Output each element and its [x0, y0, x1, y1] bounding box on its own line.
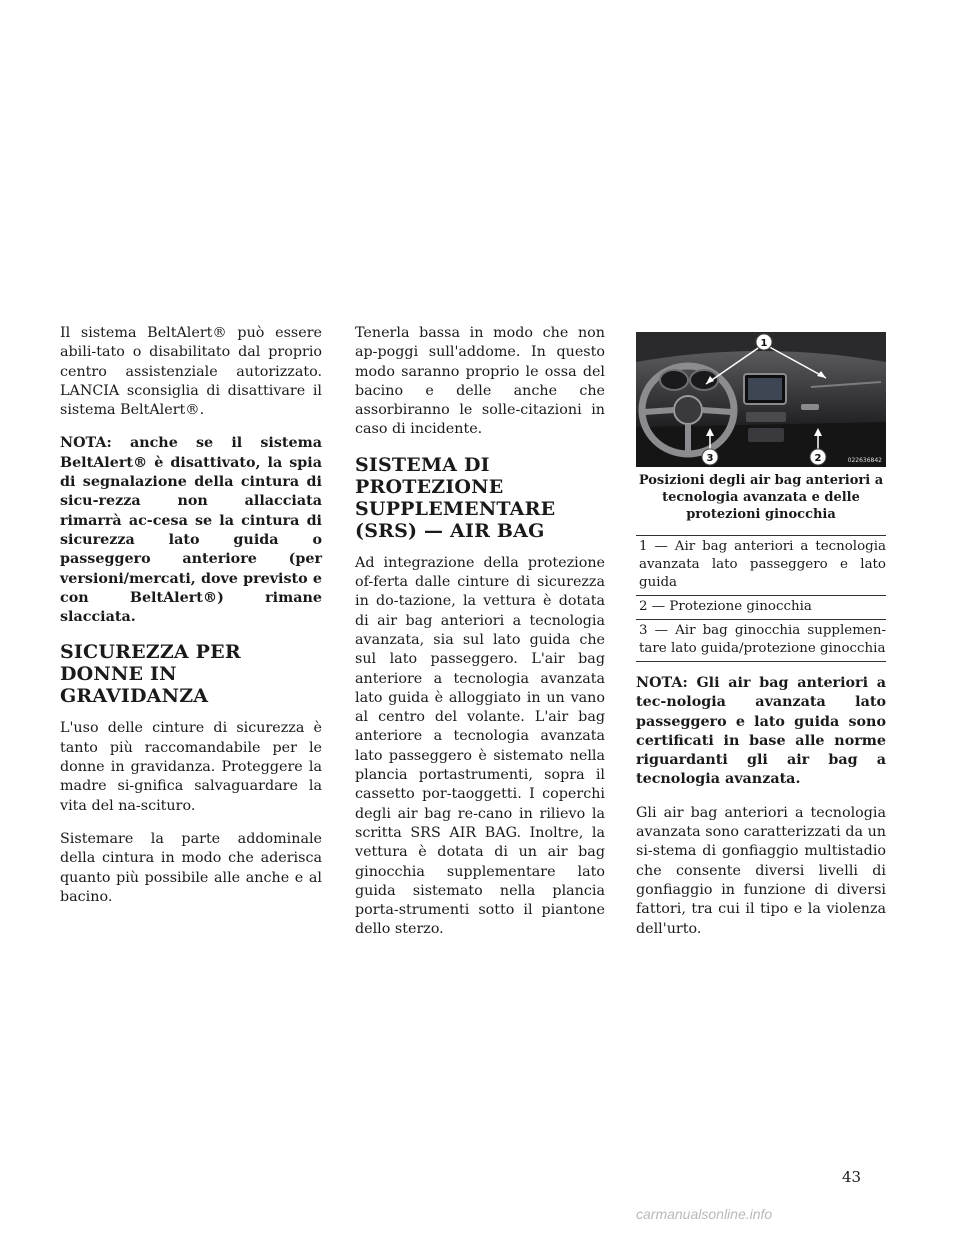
column-right: [636, 332, 886, 953]
legend-row: [636, 620, 886, 662]
legend-item-3: 3 — Air bag ginocchia supplemen-tare lato guida/protezione ginocchia: [636, 620, 886, 662]
paragraph-pregnancy-1: L'uso delle cinture di sicurezza è tanto più raccomandabile per le donne in gravidanza. Proteggere la madre si-gnifica salvaguardare la vita del na-scituro.: [60, 720, 322, 814]
dashboard-airbag-figure: [636, 332, 886, 467]
dashboard-illustration: [636, 332, 886, 467]
column-middle: [355, 324, 605, 954]
page-number: 43: [842, 1168, 862, 1186]
paragraph-beltalert: Il sistema BeltAlert® può essere abili-tato o disabilitato dal proprio centro assistenziale autorizzato. LANCIA sconsiglia di disattivare il sistema BeltAlert®.: [60, 325, 322, 419]
callout-1: 1: [760, 338, 768, 349]
figure-legend: [636, 535, 886, 662]
paragraph-pregnancy-2: Sistemare la parte addominale della cintura in modo che aderisca quanto più possibile alle anche e al bacino.: [60, 830, 322, 905]
heading-srs-airbag: SISTEMA DI PROTEZIONE SUPPLEMENTARE (SRS) — AIR BAG: [355, 453, 556, 542]
paragraph-multistage: Gli air bag anteriori a tecnologia avanzata sono caratterizzati da un si-stema di gonfiaggio multistadio che consente diversi livelli di gonfiaggio in funzione di diversi fattori, tra cui il tipo e la violenza dell'urto.: [636, 804, 886, 937]
legend-row: [636, 596, 886, 620]
legend-row: [636, 536, 886, 596]
legend-item-2: 2 — Protezione ginocchia: [636, 596, 886, 620]
paragraph-pregnancy-3: Tenerla bassa in modo che non ap-poggi sull'addome. In questo modo saranno proprio le ossa del bacino e delle anche che assorbiranno le solle-citazioni in caso di incidente.: [355, 325, 605, 438]
note-airbag-certified: NOTA: Gli air bag anteriori a tec-nologia avanzata lato passeggero e lato guida sono certificati in base alle norme riguardanti gli air bag a tecnologia avanzata.: [636, 675, 886, 788]
watermark: carmanualsonline.info: [636, 1206, 773, 1222]
heading-pregnancy: SICUREZZA PER DONNE IN GRAVIDANZA: [60, 641, 241, 708]
paragraph-airbag: Ad integrazione della protezione of-ferta dalle cinture di sicurezza in do-tazione, la vettura è dotata di air bag anteriori a tecnologia avanzata, sia sul lato guida che sul lato passeggero. L'air bag anteriore a tecnologia avanzata lato guida è alloggiato in un vano al centro del volante. L'air bag anteriore a tecnologia avanzata lato passeggero è sistemato nella plancia portastrumenti, sopra il cassetto por-taoggetti. I coperchi degli air bag re-cano in rilievo la scritta SRS AIR BAG. Inoltre, la vettura è dotata di un air bag ginocchia supplementare lato guida sistemato nella plancia porta-strumenti sotto il piantone dello sterzo.: [355, 554, 605, 938]
column-left: [60, 324, 322, 921]
callout-3: 3: [706, 453, 714, 464]
figure-caption: Posizioni degli air bag anteriori a tecnologia avanzata e delle protezioni ginocchia: [638, 473, 884, 522]
note-beltalert: NOTA: anche se il sistema BeltAlert® è disattivato, la spia di segnalazione della cintura di sicu-rezza non allacciata rimarrà ac-cesa se la cintura di sicurezza lato guida o passeggero anteriore (per versioni/mercati, dove previsto e con BeltAlert®) rimane slacciata.: [60, 435, 322, 626]
legend-item-1: 1 — Air bag anteriori a tecnologia avanzata lato passeggero e lato guida: [636, 536, 886, 596]
callout-2: 2: [814, 453, 822, 464]
figure-code: 022636842: [847, 457, 882, 464]
